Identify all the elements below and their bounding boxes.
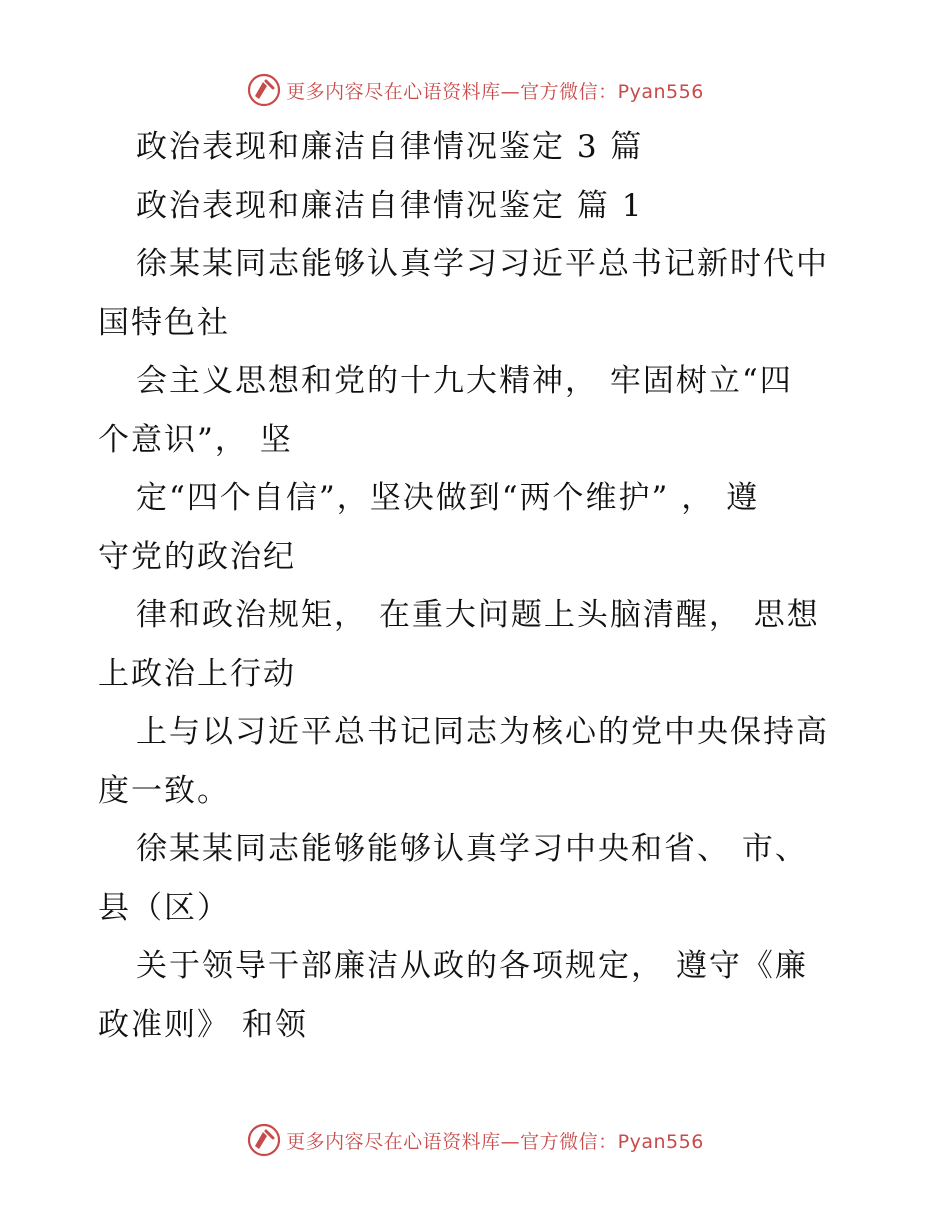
text-line: 上政治上行动 (98, 655, 296, 692)
header-watermark (0, 70, 950, 110)
text-line: 度一致。 (98, 772, 230, 809)
header-watermark-text: 更多内容尽在心语资料库—官方微信：Pyan556 (286, 80, 704, 103)
text-line: 关于领导干部廉洁从政的各项规定， 遵守《廉 (136, 948, 808, 984)
text-line: 政治表现和廉洁自律情况鉴定 3 篇 (136, 129, 644, 165)
text-line: 律和政治规矩， 在重大问题上头脑清醒， 思想 (136, 597, 820, 633)
text-line: 政治表现和廉洁自律情况鉴定 篇 1 (136, 187, 644, 224)
text-line: 上与以习近平总书记同志为核心的党中央保持高 (136, 714, 829, 750)
text-line: 守党的政治纪 (98, 538, 296, 575)
text-line: 个意识”， 坚 (98, 421, 293, 458)
text-line: 定“四个自信”，坚决做到“两个维护” ， 遵 (136, 480, 760, 516)
footer-watermark (0, 1120, 950, 1160)
text-line: 国特色社 (98, 304, 230, 341)
text-line: 政准则》 和领 (98, 1006, 308, 1043)
text-line: 徐某某同志能够认真学习习近平总书记新时代中 (136, 246, 829, 282)
footer-watermark-text: 更多内容尽在心语资料库—官方微信：Pyan556 (286, 1130, 704, 1153)
logo-icon (246, 1122, 282, 1158)
text-line: 县（区） (98, 889, 230, 926)
text-line: 会主义思想和党的十九大精神， 牢固树立“四 (136, 363, 793, 399)
text-line: 徐某某同志能够能够认真学习中央和省、 市、 (136, 831, 808, 867)
document-body (98, 118, 858, 1054)
logo-icon (246, 72, 282, 108)
